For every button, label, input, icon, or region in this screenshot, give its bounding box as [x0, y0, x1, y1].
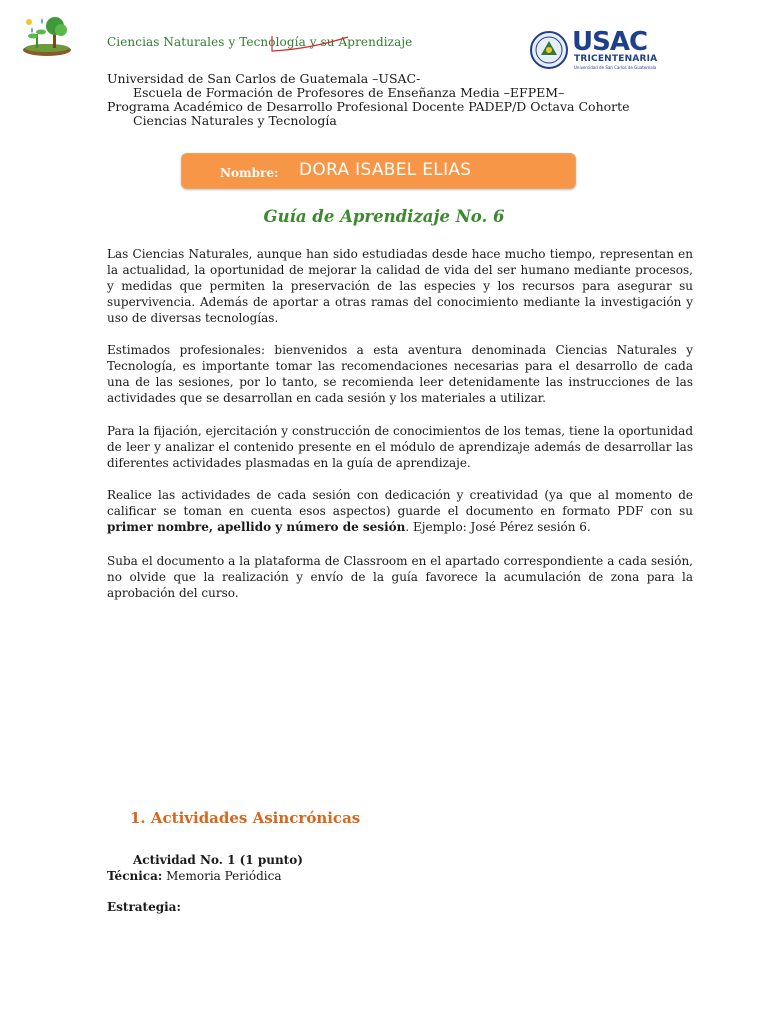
institution-line-2: Escuela de Formación de Profesores de Enseñanza Media –EFPEM– [133, 85, 565, 100]
paragraph-study: Para la fijación, ejercitación y construcción de conocimientos de los temas, tiene la oportunidad de leer y analizar el contenido presente en el módulo de aprendizaje además de desarrollar las diferentes actividades plasmadas en la guía de aprendizaje. [107, 424, 693, 470]
usac-seal-icon [530, 31, 568, 69]
institution-line-1: Universidad de San Carlos de Guatemala –USAC- [107, 71, 421, 86]
red-annotation-mark [270, 34, 352, 54]
usac-tagline: Universidad de San Carlos de Guatemala [574, 65, 657, 70]
usac-tricentenaria: TRICENTENARIA [574, 54, 658, 64]
course-title: Ciencias Naturales y Tecnología y su Aprendizaje [107, 35, 413, 49]
section-heading: 1. Actividades Asincrónicas [130, 809, 361, 827]
paragraph-instructions [107, 487, 693, 535]
technique-value: Memoria Periódica [162, 869, 282, 883]
instructions-example: . Ejemplo: José Pérez sesión 6. [405, 520, 591, 534]
plants-logo-icon [20, 14, 74, 60]
guide-title: Guía de Aprendizaje No. 6 [263, 207, 505, 226]
activity-label: Actividad No. 1 (1 punto) [133, 853, 303, 867]
student-name-box [181, 153, 576, 189]
technique-label: Técnica: [107, 869, 163, 883]
paragraph-intro: Las Ciencias Naturales, aunque han sido estudiadas desde hace mucho tiempo, representan en la actualidad, la oportunidad de mejorar la calidad de vida del ser humano mediante procesos, y medidas que permiten la preservación de las especies y los recursos para asegurar su supervivencia. Además de aportar a otras ramas del conocimiento mediante la investigación y uso de diversas tecnologías. [107, 247, 693, 325]
instructions-text: Realice las actividades de cada sesión con dedicación y creatividad (ya que al momento de calificar se toman en cuenta esos aspectos) guarde el documento en formato PDF con su [107, 488, 693, 518]
usac-logo [530, 27, 662, 73]
technique-line [107, 869, 281, 883]
student-name: DORA ISABEL ELIAS [299, 160, 472, 180]
institution-line-4: Ciencias Naturales y Tecnología [133, 113, 337, 128]
instructions-bold: primer nombre, apellido y número de sesión [107, 520, 406, 534]
paragraph-welcome: Estimados profesionales: bienvenidos a esta aventura denominada Ciencias Naturales y Tecnología, es importante tomar las recomendaciones necesarias para el desarrollo de cada una de las sesiones, por lo tanto, se recomienda leer detenidamente las instrucciones de las actividades que se desarrollan en cada sesión y los materiales a utilizar. [107, 343, 693, 405]
paragraph-upload: Suba el documento a la plataforma de Classroom en el apartado correspondiente a cada sesión, no olvide que la realización y envío de la guía favorece la acumulación de zona para la aprobación del curso. [107, 554, 693, 600]
strategy-label: Estrategia: [107, 900, 181, 914]
institution-line-3: Programa Académico de Desarrollo Profesional Docente PADEP/D Octava Cohorte [107, 99, 630, 114]
usac-wordmark: USAC [572, 27, 648, 57]
name-label: Nombre: [220, 166, 279, 180]
